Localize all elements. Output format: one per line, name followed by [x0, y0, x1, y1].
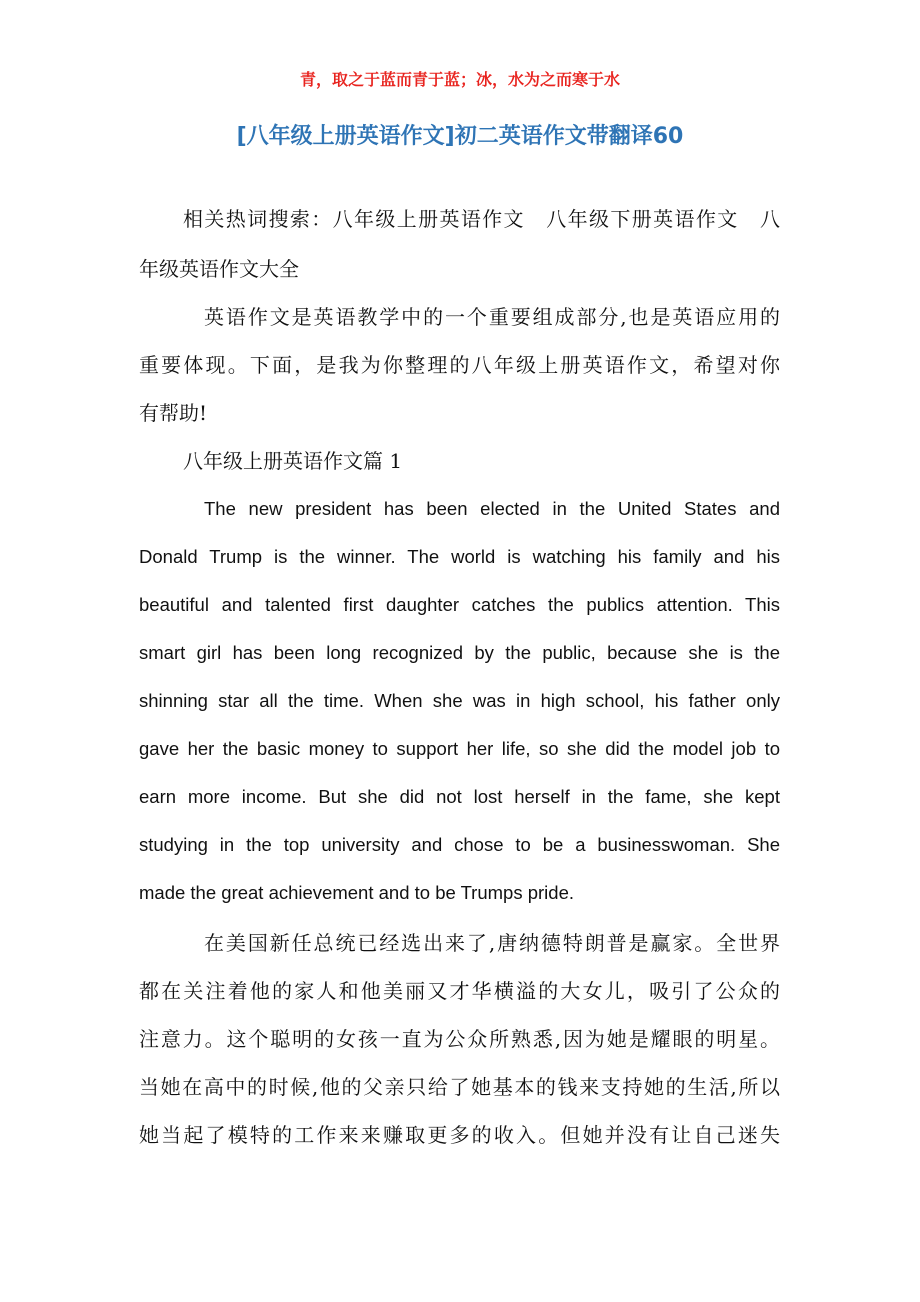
intro-line: 重要体现。下面，是我为你整理的八年级上册英语作文，希望对你: [139, 353, 780, 377]
english-paragraph-line: studying in the top university and chose to be a businesswoman. She: [139, 834, 780, 855]
chinese-paragraph-line: 她当起了模特的工作来来赚取更多的收入。但她并没有让自己迷失: [139, 1123, 780, 1147]
english-paragraph-line: beautiful and talented first daughter catches the publics attention. This: [139, 594, 780, 615]
english-paragraph-line: earn more income. But she did not lost herself in the fame, she kept: [139, 786, 780, 807]
chinese-paragraph-line: 都在关注着他的家人和他美丽又才华横溢的大女儿，吸引了公众的: [139, 979, 780, 1003]
header-motto: 青，取之于蓝而青于蓝；冰，水为之而寒于水: [299, 70, 620, 89]
english-paragraph-line: smart girl has been long recognized by the public, because she is the: [139, 642, 780, 663]
english-paragraph-line: gave her the basic money to support her life, so she did the model job to: [139, 738, 780, 759]
english-paragraph-line: made the great achievement and to be Trumps pride.: [139, 882, 575, 903]
english-paragraph-line: The new president has been elected in the United States and: [204, 498, 780, 519]
intro-line: 英语作文是英语教学中的一个重要组成部分,也是英语应用的: [204, 305, 780, 329]
keywords-line: 年级英语作文大全: [139, 257, 299, 281]
english-paragraph-line: shinning star all the time. When she was in high school, his father only: [139, 690, 780, 711]
section-heading: 八年级上册英语作文篇 1: [183, 449, 403, 473]
keywords-line: 相关热词搜索：八年级上册英语作文 八年级下册英语作文 八: [183, 207, 780, 231]
english-paragraph-line: Donald Trump is the winner. The world is watching his family and his: [139, 546, 780, 567]
chinese-paragraph-line: 注意力。这个聪明的女孩一直为公众所熟悉,因为她是耀眼的明星。: [139, 1027, 780, 1051]
intro-line: 有帮助!: [139, 401, 208, 425]
chinese-paragraph-line: 在美国新任总统已经选出来了,唐纳德特朗普是赢家。全世界: [204, 931, 780, 955]
chinese-paragraph-line: 当她在高中的时候,他的父亲只给了她基本的钱来支持她的生活,所以: [139, 1075, 780, 1099]
page-title: [八年级上册英语作文]初二英语作文带翻译60: [236, 124, 684, 149]
